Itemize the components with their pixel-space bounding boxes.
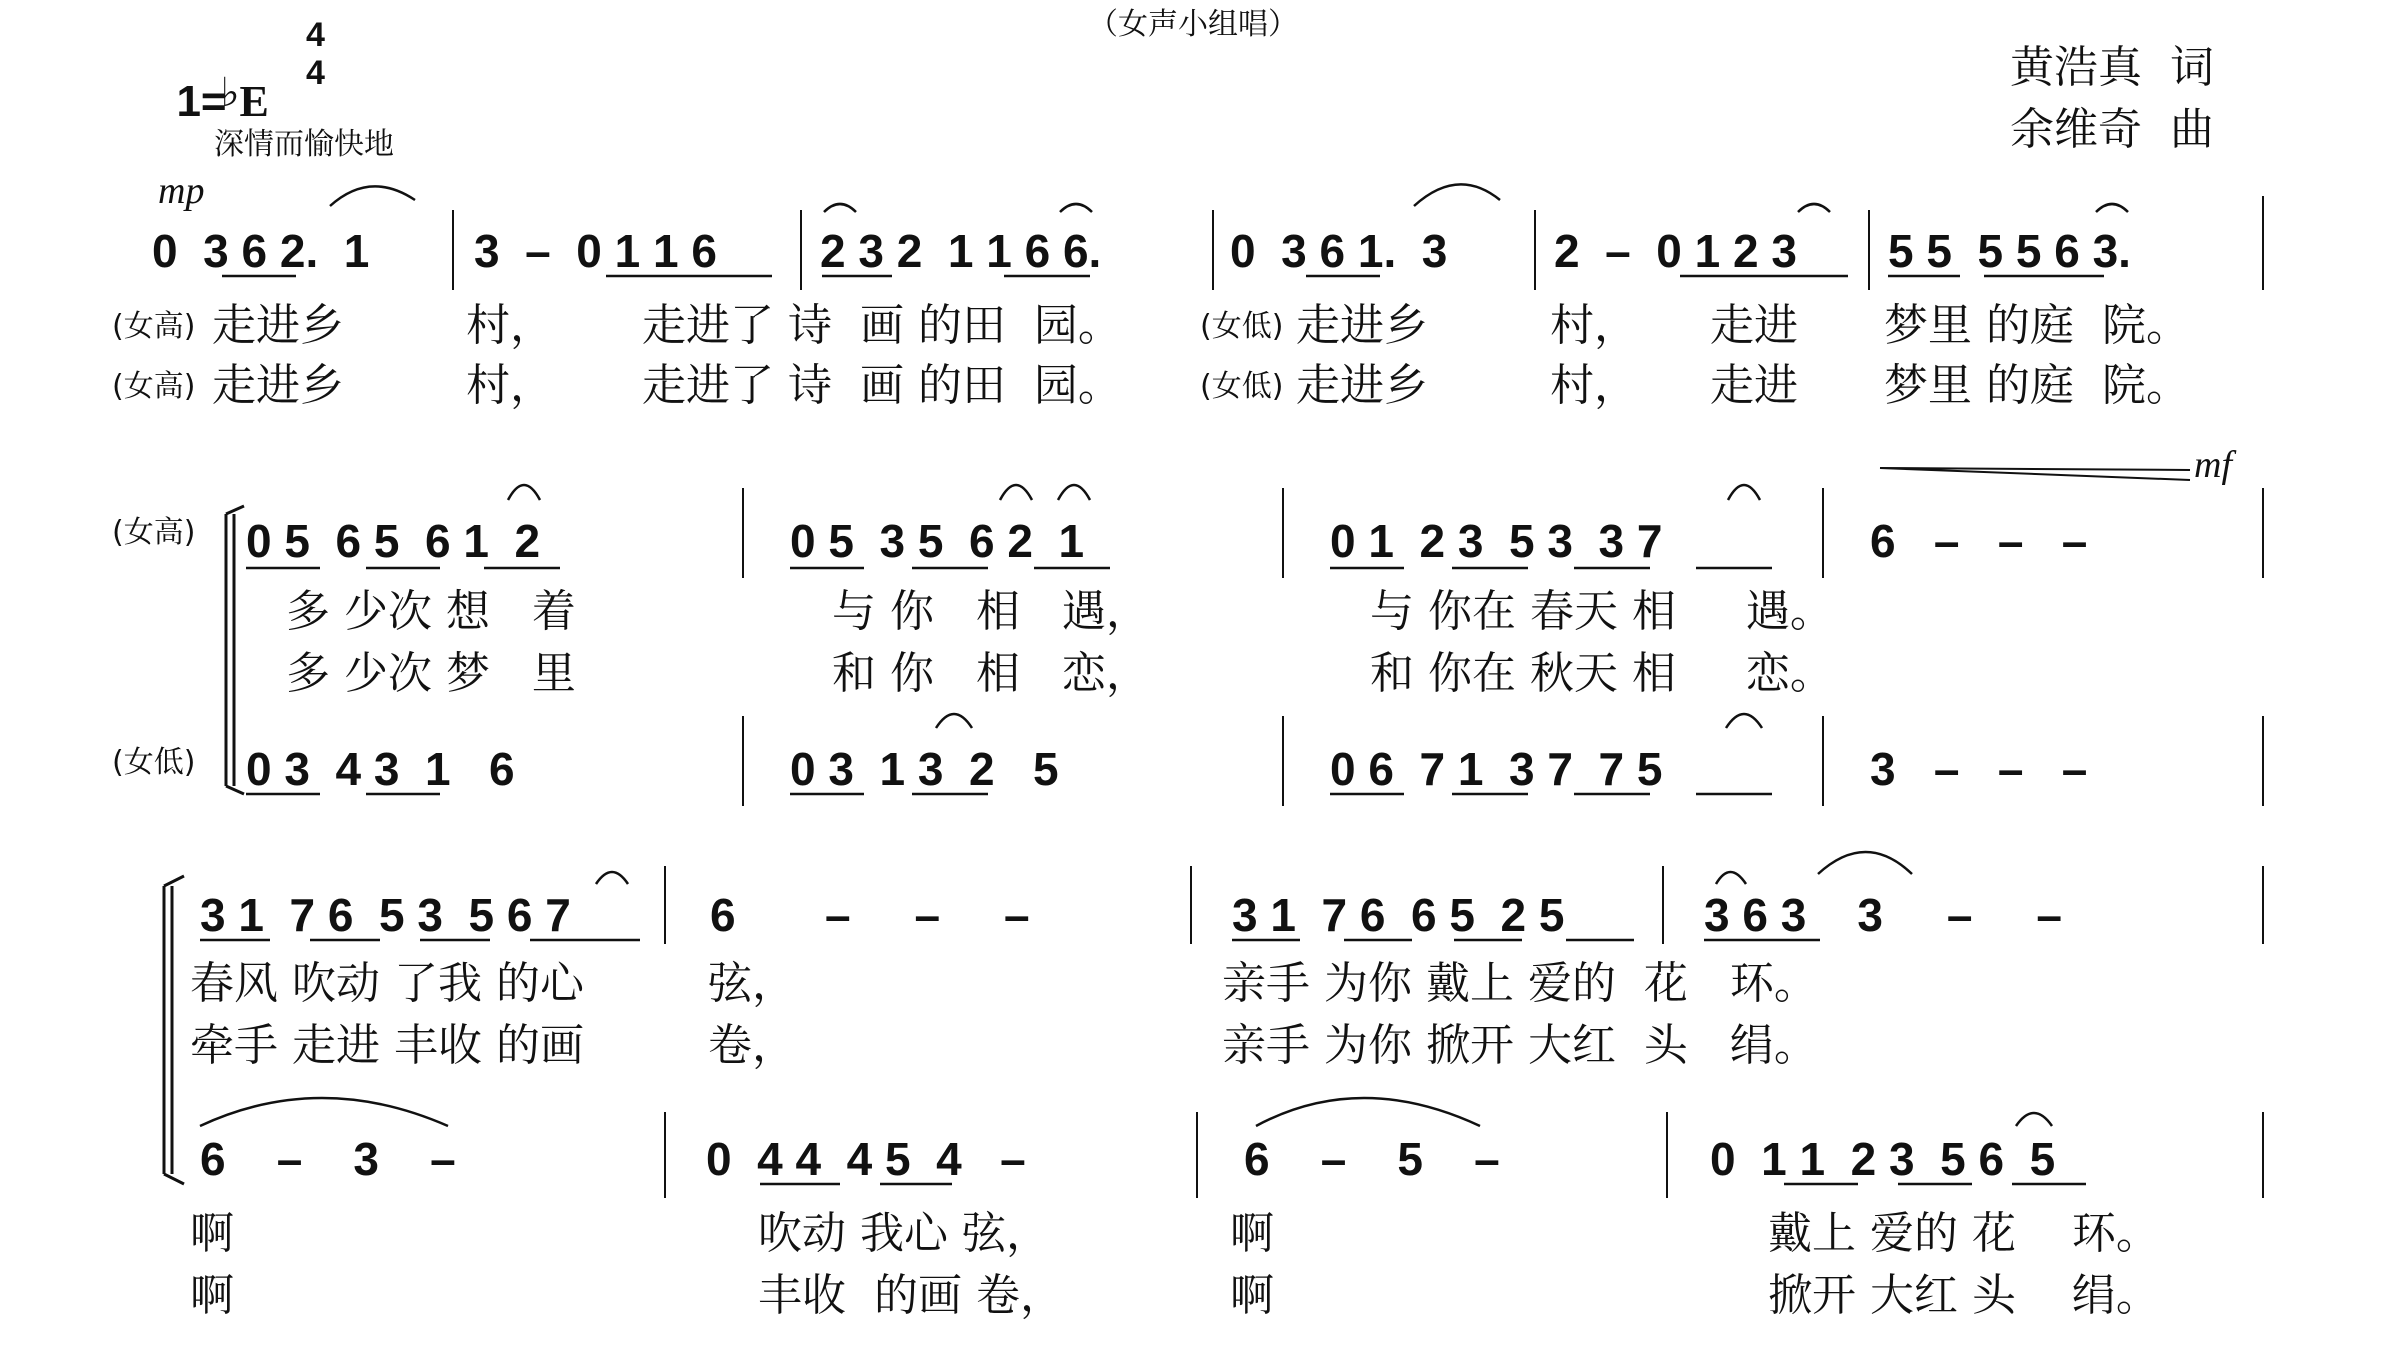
slur	[508, 485, 540, 500]
slur	[1414, 184, 1500, 206]
slur	[596, 872, 628, 884]
lyric: 走进了 诗 画 的田 园。	[642, 360, 1122, 411]
lyric: 梦里 的庭 院。	[1884, 360, 2190, 411]
lyric: 村，	[1550, 360, 1638, 411]
slur	[1000, 485, 1032, 500]
lyric: 和 你在 秋天 相 恋。	[1370, 648, 1834, 699]
lyric: 村，	[1550, 300, 1638, 351]
lyric: 走进	[1710, 300, 1798, 351]
bracket	[164, 1174, 184, 1184]
lyric: 弦，	[708, 958, 796, 1009]
lyric: 走进了 诗 画 的田 园。	[642, 300, 1122, 351]
lyric: 卷，	[708, 1020, 796, 1071]
lyric: 多 少次 想 着	[286, 586, 576, 637]
lyric: 啊	[190, 1270, 234, 1321]
lyric: 多 少次 梦 里	[286, 648, 576, 699]
measure-3-3: 3 1 7 6 6 5 2 5	[1232, 889, 1565, 941]
slur	[936, 714, 972, 728]
bracket	[226, 506, 244, 514]
measure-1-6: 5 5 5 5 6 3.	[1888, 225, 2131, 277]
tempo-marking: 深情而愉快地	[214, 127, 394, 162]
flat-sign: ♭	[220, 71, 240, 115]
lyric: 亲手 为你 掀开 大红 头 绢。	[1222, 1020, 1818, 1071]
slur	[1818, 852, 1912, 874]
lyric: 丰收 的画 卷，	[758, 1270, 1064, 1321]
measure-3-4-alto: 0 1 1 2 3 5 6 5	[1710, 1133, 2056, 1185]
slur	[2016, 1113, 2052, 1126]
lyric: 走进乡	[212, 360, 344, 411]
lyric: 和 你 相 恋，	[832, 648, 1150, 699]
measure-2-1: 0 5 6 5 6 1 2	[246, 515, 541, 567]
lyric: 与 你在 春天 相 遇。	[1370, 586, 1834, 637]
lyric: 戴上 爱的 花 环。	[1768, 1208, 2160, 1259]
lyric: 与 你 相 遇，	[832, 586, 1150, 637]
lyric: 牵手 走进 丰收 的画	[190, 1020, 584, 1071]
measure-3-2: 6 – – –	[710, 889, 1030, 941]
measure-2-3-alto: 0 6 7 1 3 7 7 5	[1330, 743, 1663, 795]
composer-credit: 余维奇 曲	[2010, 104, 2214, 155]
measure-3-3-alto: 6 – 5 –	[1244, 1133, 1500, 1185]
key-letter: E	[239, 77, 269, 126]
voice-label: (女低)	[1200, 309, 1284, 344]
slur	[1716, 872, 1746, 884]
slur	[1256, 1098, 1480, 1126]
slur	[1058, 485, 1090, 500]
slur	[1728, 485, 1760, 500]
dynamic-mf: mf	[2194, 444, 2232, 486]
lyric: 啊	[190, 1208, 234, 1259]
lyric: 村，	[466, 300, 554, 351]
slur	[1798, 204, 1830, 212]
measure-2-3: 0 1 2 3 5 3 3 7	[1330, 515, 1663, 567]
crescendo-hairpin	[1880, 468, 2190, 480]
measure-2-2: 0 5 3 5 6 2 1	[790, 515, 1085, 567]
lyric: 春风 吹动 了我 的心	[190, 958, 584, 1009]
lyricist-credit: 黄浩真 词	[2010, 42, 2214, 93]
measure-3-4: 3 6 3 3 – –	[1704, 889, 2062, 941]
lyric: 走进乡	[212, 300, 344, 351]
lyric: 吹动 我心 弦，	[758, 1208, 1050, 1259]
measure-1-3: 2 3 2 1 1 6 6.	[820, 225, 1102, 277]
time-signature-bottom: 4	[306, 54, 325, 92]
lyric: 亲手 为你 戴上 爱的 花 环。	[1222, 958, 1818, 1009]
lyric: 掀开 大红 头 绢。	[1768, 1270, 2160, 1321]
measure-3-1-alto: 6 – 3 –	[200, 1133, 456, 1185]
measure-3-1: 3 1 7 6 5 3 5 6 7	[200, 889, 571, 941]
measure-2-4-alto: 3 – – –	[1870, 743, 2088, 795]
time-signature-top: 4	[306, 16, 325, 54]
lyric: 啊	[1230, 1208, 1274, 1259]
slur	[1060, 204, 1092, 212]
voice-label: (女高)	[112, 369, 196, 404]
measure-1-4: 0 3 6 1. 3	[1230, 225, 1448, 277]
measure-3-2-alto: 0 4 4 4 5 4 –	[706, 1133, 1026, 1185]
system-brackets	[164, 506, 244, 1184]
measure-2-1-alto: 0 3 4 3 1 6	[246, 743, 515, 795]
slur	[330, 186, 415, 206]
lyric: 走进乡	[1296, 360, 1428, 411]
lyric: 啊	[1230, 1270, 1274, 1321]
bracket	[226, 786, 244, 794]
key-prefix: 1=	[176, 77, 227, 126]
voice-label-alto: (女低)	[112, 745, 196, 780]
slurs	[200, 184, 2128, 1126]
measure-2-4: 6 – – –	[1870, 515, 2088, 567]
lyric: 走进乡	[1296, 300, 1428, 351]
dynamic-mp: mp	[158, 170, 205, 212]
slur	[200, 1098, 448, 1126]
measure-1-2: 3 – 0 1 1 6	[474, 225, 717, 277]
lyric: 走进	[1710, 360, 1798, 411]
measure-2-2-alto: 0 3 1 3 2 5	[790, 743, 1059, 795]
voice-label: (女高)	[112, 309, 196, 344]
lyric: 村，	[466, 360, 554, 411]
subtitle: （女声小组唱）	[1088, 7, 1298, 42]
slur	[2096, 204, 2128, 212]
beam-underlines	[200, 276, 2104, 1184]
measure-1-1: 0 3 6 2. 1	[152, 225, 370, 277]
bracket	[164, 876, 184, 886]
voice-label: (女低)	[1200, 369, 1284, 404]
voice-label-soprano: (女高)	[112, 515, 196, 550]
slur	[1726, 714, 1762, 728]
measure-1-5: 2 – 0 1 2 3	[1554, 225, 1797, 277]
slur	[824, 204, 856, 212]
lyric: 梦里 的庭 院。	[1884, 300, 2190, 351]
